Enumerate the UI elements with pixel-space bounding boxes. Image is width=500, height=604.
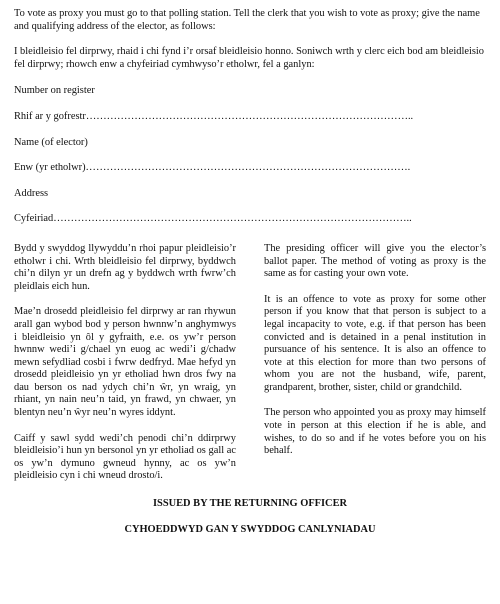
english-column [264, 243, 486, 483]
english-para-appointer: The person who appointed you as proxy may himself vote in person at this election if he is able, and wishes, to do so and if he votes before you on his behalf. [264, 407, 486, 457]
field-cyfeiriad: Cyfeiriad………………………………………………………………………………………….. [14, 213, 412, 225]
footer [14, 498, 486, 536]
field-number-on-register: Number on register [14, 85, 95, 97]
welsh-column [14, 243, 236, 483]
field-address: Address [14, 187, 49, 199]
english-para-offence: It is an offence to vote as proxy for some other person if you know that that person is subject to a legal incapacity to vote, e.g. if that person has been convicted and is detained in a penal institution in pursuance of his sentence. It is also an offence to vote at this election for more than two persons of whom you are not the husband, wife, parent, grandparent, brother, sister, child or grandchild. [264, 293, 486, 393]
english-para-ballot: The presiding officer will give you the elector’s ballot paper. The method of voting as proxy is the same as for casting your own vote. [264, 242, 486, 280]
two-column-text [14, 243, 486, 483]
welsh-para-ballot: Bydd y swyddog llywyddu’n rhoi papur pleidleisio’r etholwr i chi. Wrth bleidleisio fel dirprwy, byddwch chi’n dilyn yr un drefn ag y byddwch wrth fwrw’ch pleidlais eich hun. [14, 242, 236, 292]
field-rhif-ar-y-gofrestr: Rhif ar y gofrestr………………………………………………………………………………….. [14, 110, 414, 122]
welsh-para-offence: Mae’n drosedd pleidleisio fel dirprwy ar ran rhywun arall gan wybod bod y person hwnnw’n anghymwys i bleidleisio yn ôl y gyfraith, e.e. os yw’r person hwnnw wedi’i g/chael yn euog ac wedi’i g/chadw mewn sefydliad cosbi i fwrw dedfryd. Mae hefyd yn drosedd pleidleisio yn yr etholiad hwn dros fwy na dau berson os nad ydych chi’n ŵr, yn wraig, yn rhiant, yn nain neu’n taid, yn frawd, yn chwaer, yn blentyn neu’n ŵyr neu’n wyres iddynt. [14, 306, 236, 419]
welsh-para-appointer: Caiff y sawl sydd wedi’ch penodi chi’n ddirprwy bleidleisio’i hun yn bersonol yn yr etholiad os gall ac os yw’n dymuno gwneud hynny, ac os yw’n pleidleisio cyn i chi wneud drosto/i. [14, 432, 236, 482]
intro-welsh: I bleidleisio fel dirprwy, rhaid i chi fynd i’r orsaf bleidleisio honno. Soniwch wrth y clerc eich bod am bleidleisio fel dirprwy; rhowch enw a chyfeiriad cymhwyso’r etholwr, fel a ganlyn: [14, 46, 484, 70]
intro-english: To vote as proxy you must go to that polling station. Tell the clerk that you wish to vote as proxy; give the name and qualifying address of the elector, as follows: [14, 8, 480, 32]
issued-by-welsh: CYHOEDDWYD GAN Y SWYDDOG CANLYNIADAU [124, 523, 376, 535]
issued-by-english: ISSUED BY THE RETURNING OFFICER [153, 498, 347, 510]
field-name-of-elector: Name (of elector) [14, 136, 88, 148]
field-enw-yr-etholwr: Enw (yr etholwr)…………………………………………………………………………………. [14, 162, 411, 174]
